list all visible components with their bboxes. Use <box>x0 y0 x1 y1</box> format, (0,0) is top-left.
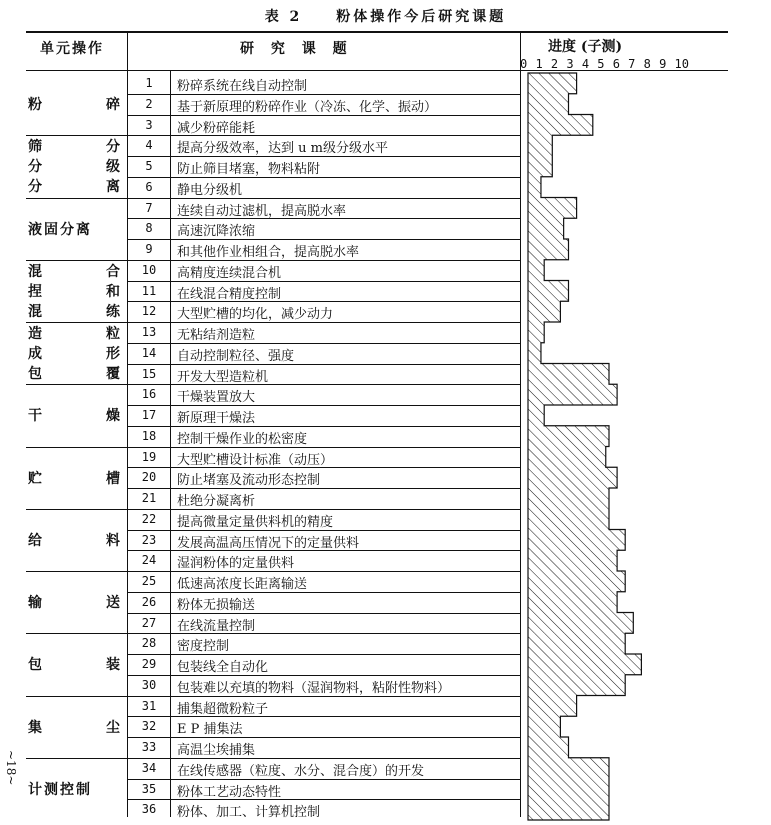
progress-bar <box>528 675 625 696</box>
row-topic: 发展高温高压情况下的定量供料 <box>177 535 360 551</box>
progress-bar <box>528 405 544 426</box>
row-number: 23 <box>141 532 157 547</box>
row-topic: 减少粉碎能耗 <box>177 120 256 136</box>
progress-bar <box>528 260 544 281</box>
row-number: 31 <box>141 698 157 713</box>
row-topic: 低速高浓度长距离输送 <box>177 577 308 592</box>
row-topic: 控制干燥作业的松密度 <box>177 431 308 447</box>
progress-bar <box>528 73 577 94</box>
progress-bar <box>528 177 541 198</box>
unit-char: 混 <box>28 303 42 320</box>
row-number: 14 <box>141 345 157 360</box>
row-topic: 粉体无损输送 <box>177 597 256 613</box>
row-topic: 大型贮槽设计标准（动压） <box>177 452 334 468</box>
scale-tick: 8 <box>643 57 651 71</box>
unit-char: 合 <box>106 263 120 280</box>
row-topic: 在线流量控制 <box>177 618 256 634</box>
row-number: 8 <box>145 221 153 236</box>
progress-bar <box>528 447 606 468</box>
unit-char: 离 <box>106 179 120 196</box>
row-topic: 提高微量定量供料机的精度 <box>177 514 334 530</box>
row-topic: 包装线全自动化 <box>177 660 269 675</box>
unit-char: 捏 <box>28 283 42 300</box>
unit-char: 送 <box>106 595 120 612</box>
row-number: 15 <box>141 366 157 381</box>
row-topic: 高温尘埃捕集 <box>177 743 256 758</box>
scale-tick: 0 <box>520 57 528 71</box>
row-number: 10 <box>141 262 157 277</box>
header-unit: 单元操作 <box>40 41 104 57</box>
unit-char: 混 <box>28 263 42 280</box>
scale-tick: 10 <box>674 57 689 71</box>
row-topic: 新原理干燥法 <box>177 411 256 426</box>
scale-tick: 6 <box>612 57 620 71</box>
progress-bar <box>528 135 552 156</box>
row-number: 36 <box>141 802 157 817</box>
row-topic: E P 捕集法 <box>177 722 243 738</box>
row-topic: 粉体、加工、计算机控制 <box>177 805 321 821</box>
progress-bar <box>528 592 617 613</box>
progress-bar <box>528 156 552 177</box>
unit-char: 料 <box>106 532 120 549</box>
unit-char: 和 <box>106 283 120 300</box>
row-topic: 提高分级效率，达到 u m级分级水平 <box>177 141 388 157</box>
progress-bar <box>528 799 609 820</box>
row-topic: 高速沉降浓缩 <box>177 224 256 240</box>
progress-bar <box>528 654 641 675</box>
progress-bar <box>528 384 617 405</box>
row-number: 12 <box>141 304 157 319</box>
row-number: 7 <box>145 200 153 215</box>
header-topic: 研 究 课 题 <box>240 41 353 57</box>
row-number: 19 <box>141 449 157 464</box>
row-topic: 捕集超微粉粒子 <box>177 701 269 717</box>
progress-bar <box>528 696 577 717</box>
row-number: 11 <box>141 283 157 298</box>
row-number: 9 <box>145 242 153 256</box>
row-topic: 连续自动过滤机，提高脱水率 <box>177 203 347 219</box>
progress-bar <box>528 488 609 509</box>
progress-bar <box>528 550 617 571</box>
progress-bar <box>528 758 609 779</box>
row-topic: 和其他作业相组合，提高脱水率 <box>177 245 360 260</box>
unit-char: 干 <box>28 408 42 425</box>
row-topic: 基于新原理的粉碎作业（冷冻、化学、振动） <box>177 99 438 115</box>
row-number: 5 <box>145 159 153 173</box>
unit-char: 造 <box>28 326 42 343</box>
progress-bar <box>528 509 609 530</box>
unit-char: 成 <box>28 346 42 363</box>
progress-bar <box>528 633 625 654</box>
row-topic: 在线传感器（粒度、水分、混合度）的开发 <box>177 763 425 779</box>
unit-char: 尘 <box>106 719 120 736</box>
progress-bar <box>528 613 633 634</box>
unit-char: 覆 <box>106 366 120 383</box>
progress-bar <box>528 94 569 115</box>
unit-char: 粉 <box>28 97 42 114</box>
progress-bar <box>528 239 569 260</box>
row-number: 33 <box>141 740 157 754</box>
unit-char: 筛 <box>28 139 42 156</box>
unit-char: 练 <box>106 303 120 320</box>
unit-char: 碎 <box>106 97 120 114</box>
unit-char: 分 <box>28 159 42 176</box>
row-topic: 防止筛目堵塞，物料粘附 <box>177 162 321 177</box>
row-topic: 无粘结剂造粒 <box>177 328 256 343</box>
row-topic: 干燥装置放大 <box>177 390 256 406</box>
row-topic: 高精度连续混合机 <box>177 265 282 281</box>
unit-char: 分 <box>28 179 42 196</box>
row-number: 22 <box>141 511 157 526</box>
row-number: 25 <box>141 574 157 588</box>
progress-bar <box>528 779 609 800</box>
progress-bar <box>528 322 544 343</box>
row-topic: 湿润粉体的定量供料 <box>177 556 295 572</box>
header-progress: 进度 (子测) <box>548 39 623 55</box>
row-number: 3 <box>145 117 153 132</box>
unit-char: 输 <box>28 595 42 612</box>
progress-bar <box>528 467 617 488</box>
progress-bar <box>528 364 609 385</box>
page-marker: ~18~ <box>4 750 18 786</box>
row-number: 21 <box>141 491 157 505</box>
scale-tick: 5 <box>597 57 605 71</box>
row-topic: 粉碎系统在线自动控制 <box>177 79 308 94</box>
row-number: 2 <box>145 96 153 111</box>
row-number: 26 <box>141 594 157 609</box>
row-number: 6 <box>145 179 153 194</box>
unit-char: 包 <box>28 366 42 383</box>
unit-operation-label: 液固分离 <box>28 221 92 238</box>
row-topic: 静电分级机 <box>177 182 243 198</box>
row-topic: 包装难以充填的物料（湿润物料，粘附性物料） <box>177 680 451 696</box>
row-number: 16 <box>141 387 157 402</box>
row-number: 35 <box>141 781 157 796</box>
progress-bar <box>528 737 569 758</box>
unit-char: 集 <box>28 719 42 736</box>
unit-char: 分 <box>106 139 120 156</box>
progress-bar <box>528 115 593 136</box>
row-topic: 粉体工艺动态特性 <box>177 784 282 800</box>
row-number: 18 <box>141 428 157 443</box>
progress-bar <box>528 426 609 447</box>
scale-tick: 7 <box>628 57 636 71</box>
unit-char: 粒 <box>106 326 120 343</box>
scale-tick: 9 <box>659 57 667 71</box>
progress-bar <box>528 571 625 592</box>
row-number: 29 <box>141 657 157 671</box>
unit-char: 级 <box>106 159 120 176</box>
progress-bar <box>528 198 577 219</box>
unit-char: 装 <box>106 657 120 674</box>
row-topic: 自动控制粒径、强度 <box>177 348 295 364</box>
row-number: 27 <box>141 615 157 630</box>
row-number: 1 <box>145 76 153 90</box>
table-caption: 表 2 粉体操作今后研究课题 <box>264 9 507 25</box>
row-number: 28 <box>141 636 157 651</box>
row-topic: 开发大型造粒机 <box>177 369 269 385</box>
progress-bar <box>528 218 564 239</box>
unit-char: 贮 <box>28 470 42 487</box>
row-topic: 大型贮槽的均化，减少动力 <box>177 307 334 323</box>
scale-tick: 1 <box>535 57 543 71</box>
unit-char: 槽 <box>106 470 120 487</box>
row-topic: 在线混合精度控制 <box>177 286 282 302</box>
unit-char: 给 <box>28 532 42 549</box>
unit-char: 形 <box>106 346 120 363</box>
row-number: 13 <box>141 325 157 339</box>
row-number: 17 <box>141 408 157 422</box>
row-number: 34 <box>141 760 157 775</box>
row-topic: 防止堵塞及流动形态控制 <box>177 473 321 489</box>
unit-char: 包 <box>28 657 42 674</box>
scale-tick: 2 <box>550 57 559 71</box>
progress-bar <box>528 343 541 364</box>
row-number: 24 <box>141 553 157 568</box>
unit-char: 燥 <box>106 408 120 425</box>
scale-tick: 3 <box>566 57 574 71</box>
row-topic: 密度控制 <box>177 639 230 655</box>
unit-operation-label: 计测控制 <box>28 781 92 798</box>
row-number: 30 <box>141 677 157 692</box>
row-topic: 杜绝分凝离析 <box>177 494 256 509</box>
scale-tick: 4 <box>581 57 590 71</box>
progress-bar <box>528 301 560 322</box>
row-number: 4 <box>145 138 153 153</box>
progress-bar <box>528 530 625 551</box>
row-number: 20 <box>141 470 157 485</box>
progress-bar <box>528 281 569 302</box>
progress-bar <box>528 716 560 737</box>
row-number: 32 <box>141 719 157 734</box>
